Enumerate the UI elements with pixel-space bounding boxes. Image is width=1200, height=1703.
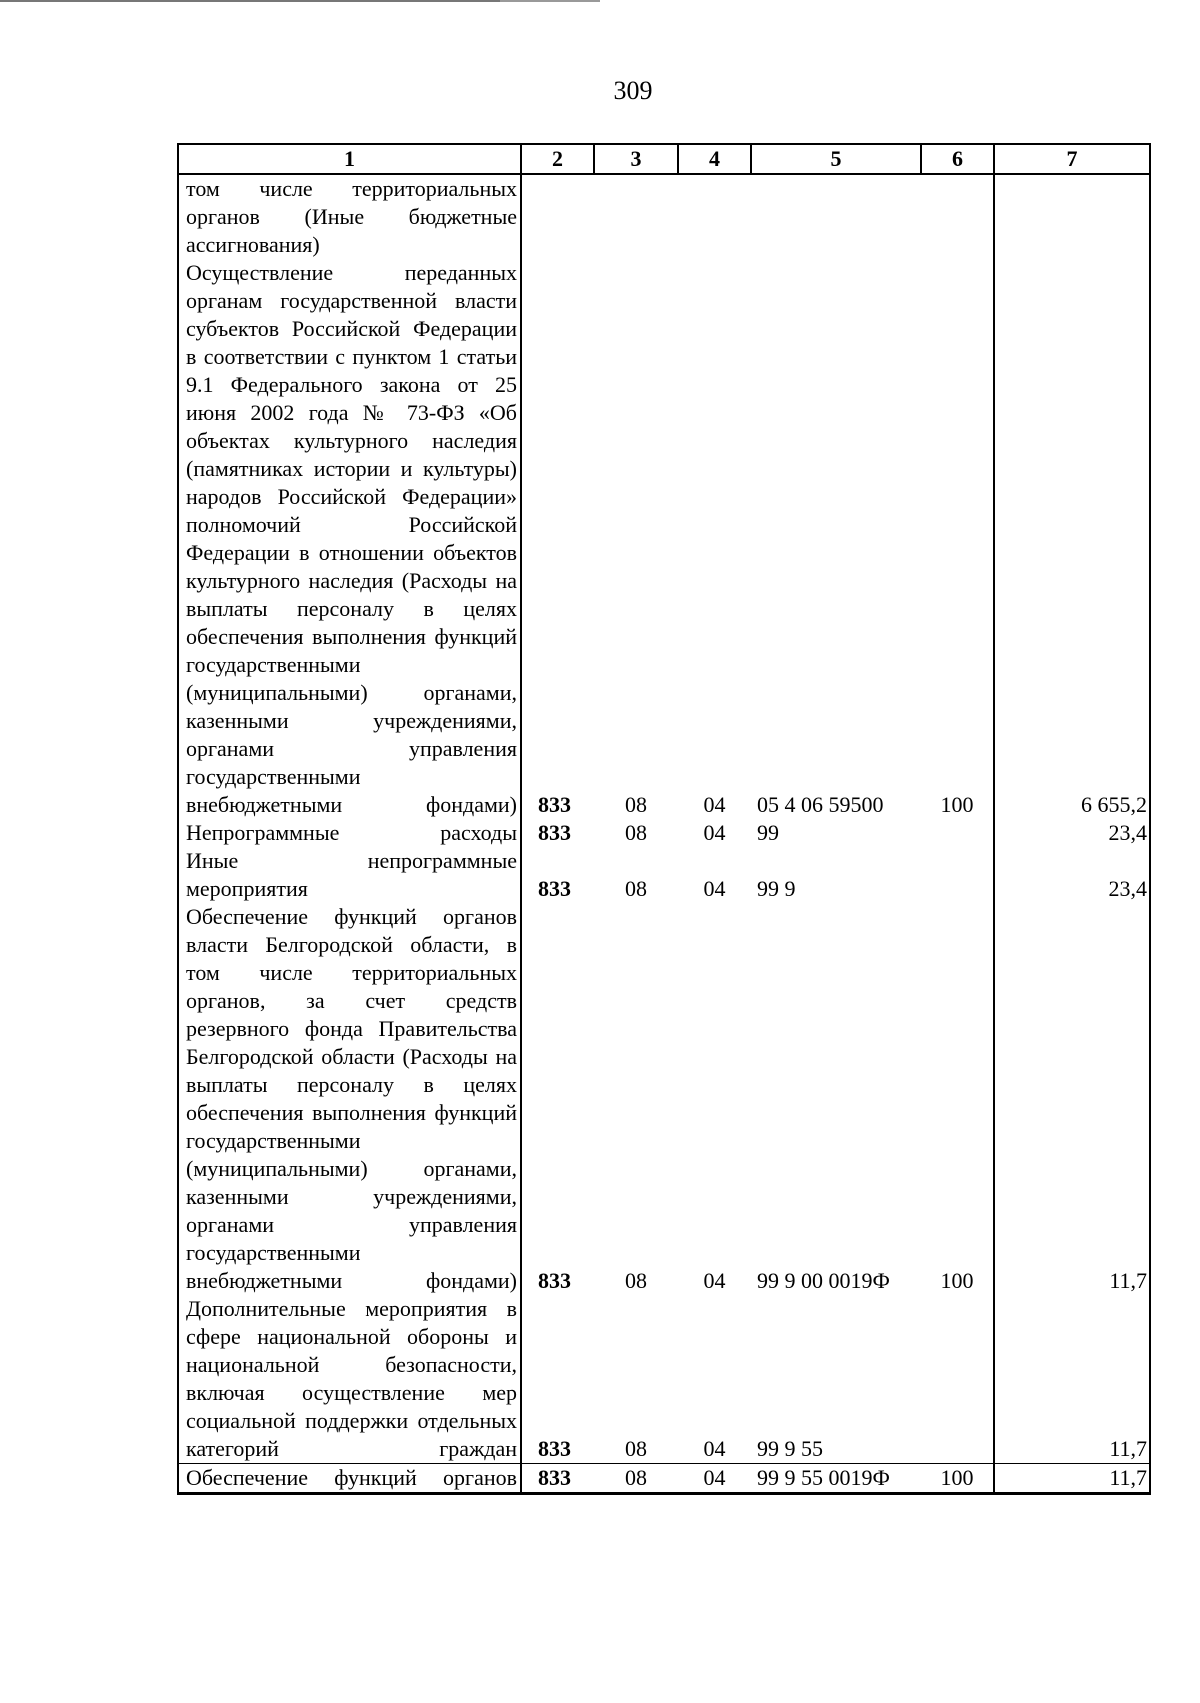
row-target-code: 99 9 55 0019Ф <box>751 1464 921 1494</box>
row-admin-code: 833 <box>538 876 571 901</box>
row-target-code: 99 9 <box>757 876 796 901</box>
row-amount: 6 655,2 <box>994 259 1150 819</box>
row-name: том числе территориальных органов (Иные бюджетные ассигнования) <box>178 174 521 259</box>
row-admin-code <box>521 174 594 259</box>
table-header-row <box>178 144 1150 174</box>
row-subsection: 04 <box>703 1436 726 1461</box>
row-section <box>594 174 678 259</box>
row-amount: 11,7 <box>994 903 1150 1295</box>
row-admin-code: 833 <box>538 792 571 817</box>
row-subsection: 04 <box>703 876 726 901</box>
row-amount: 11,7 <box>994 1464 1150 1494</box>
row-target-code: 99 <box>757 820 779 845</box>
row-expense-type: 100 <box>940 1268 974 1293</box>
row-amount: 11,7 <box>994 1295 1150 1464</box>
row-expense-type <box>921 847 994 903</box>
table-row <box>178 174 1150 259</box>
row-amount: 23,4 <box>994 847 1150 903</box>
table-row <box>178 259 1150 819</box>
row-section: 08 <box>625 1436 647 1461</box>
row-expense-type <box>921 819 994 847</box>
page-number: 309 <box>613 76 653 105</box>
column-header-4: 4 <box>678 144 751 174</box>
row-name: Непрограммные расходы <box>178 819 521 847</box>
row-subsection: 04 <box>678 1464 751 1494</box>
row-admin-code: 833 <box>538 820 571 845</box>
row-expense-type <box>921 1295 994 1464</box>
row-subsection: 04 <box>703 792 726 817</box>
row-name: Дополнительные мероприятия в сфере национальной обороны и национальной безопасности, включая осуществление мер социальной поддержки отдельных категорий граждан <box>178 1295 521 1464</box>
row-target-code: 99 9 00 0019Ф <box>757 1268 890 1293</box>
budget-table <box>177 143 1151 1495</box>
table-row <box>178 1295 1150 1464</box>
column-header-2: 2 <box>521 144 594 174</box>
row-section: 08 <box>625 792 647 817</box>
row-name: Иные непрограммные мероприятия <box>178 847 521 903</box>
row-section: 08 <box>594 1464 678 1494</box>
row-expense-type: 100 <box>921 1464 994 1494</box>
row-admin-code: 833 <box>521 1464 594 1494</box>
column-header-1: 1 <box>178 144 521 174</box>
row-target-code: 05 4 06 59500 <box>757 792 884 817</box>
table-row <box>178 847 1150 903</box>
scan-edge-line-right <box>500 0 600 2</box>
row-expense-type <box>921 174 994 259</box>
column-header-6: 6 <box>921 144 994 174</box>
row-admin-code: 833 <box>538 1436 571 1461</box>
row-target-code: 99 9 55 <box>757 1436 823 1461</box>
row-subsection: 04 <box>703 820 726 845</box>
row-section: 08 <box>625 1268 647 1293</box>
row-target-code <box>751 174 921 259</box>
row-name: Осуществление переданных органам государственной власти субъектов Российской Федерации в соответствии с пунктом 1 статьи 9.1 Федерального закона от 25 июня 2002 года № 73-ФЗ «Об объектах культурного наследия (памятниках истории и культуры) народов Российской Федерации» полномочий Российской Федерации в отношении объектов культурного наследия (Расходы на выплаты персоналу в целях обеспечения выполнения функций государственными (муниципальными) органами, казенными учреждениями, органами управления государственными внебюджетными фондами) <box>178 259 521 819</box>
column-header-7: 7 <box>994 144 1150 174</box>
table-row <box>178 819 1150 847</box>
row-section: 08 <box>625 876 647 901</box>
row-expense-type: 100 <box>940 792 974 817</box>
row-amount <box>994 174 1150 259</box>
row-amount: 23,4 <box>994 819 1150 847</box>
scan-edge-line-left <box>0 0 520 2</box>
row-name: Обеспечение функций органов власти Белгородской области, в том числе территориальных органов, за счет средств резервного фонда Правительства Белгородской области (Расходы на выплаты персоналу в целях обеспечения выполнения функций государственными (муниципальными) органами, казенными учреждениями, органами управления государственными внебюджетными фондами) <box>178 903 521 1295</box>
row-section: 08 <box>625 820 647 845</box>
row-subsection: 04 <box>703 1268 726 1293</box>
row-subsection <box>678 174 751 259</box>
row-admin-code: 833 <box>538 1268 571 1293</box>
column-header-3: 3 <box>594 144 678 174</box>
row-name: Обеспечение функций органов <box>178 1464 521 1494</box>
column-header-5: 5 <box>751 144 921 174</box>
table-row <box>178 903 1150 1295</box>
table-row <box>178 1464 1150 1494</box>
